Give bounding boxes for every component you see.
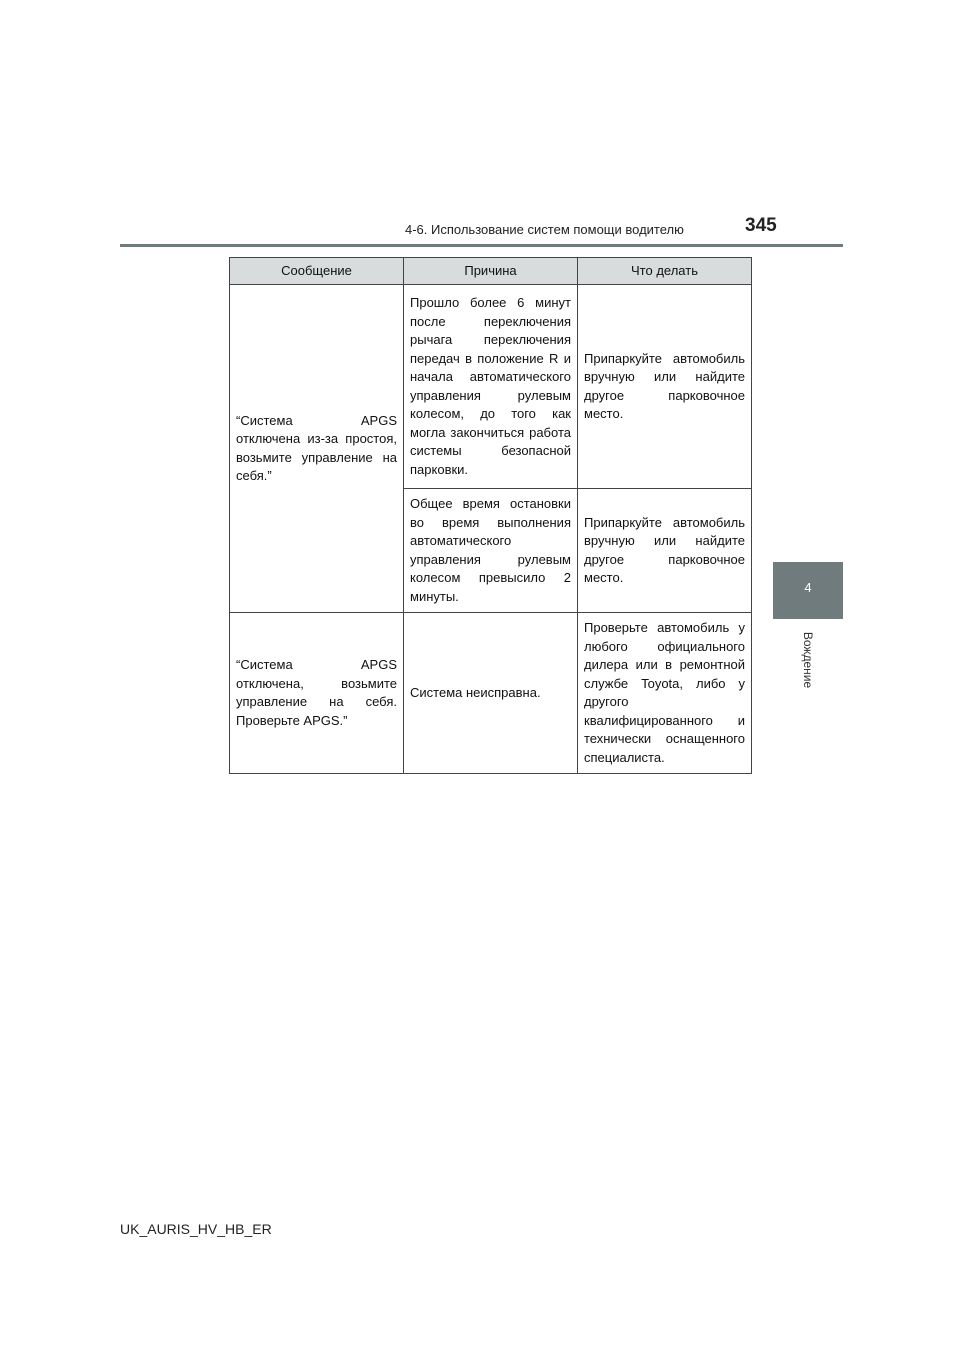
- chapter-label: Вождение: [801, 631, 815, 689]
- header-message: Сообщение: [230, 258, 404, 285]
- cause-cell: Прошло более 6 минут после переключения рычага переключения передач в положение R и начала автоматического управления рулевым колесом, до того как могла закончиться работа системы безопасной парковки.: [404, 285, 578, 489]
- message-cell: “Система APGS отключена, возьмите управление на себя. Проверьте APGS.”: [230, 613, 404, 774]
- table-row: [230, 285, 752, 489]
- action-cell: Припаркуйте автомобиль вручную или найдите другое парковочное место.: [578, 489, 752, 613]
- document-code: UK_AURIS_HV_HB_ER: [120, 1221, 272, 1237]
- header-action: Что делать: [578, 258, 752, 285]
- messages-table: [229, 257, 752, 774]
- header-divider: [120, 244, 843, 247]
- message-cell: “Система APGS отключена из-за простоя, возьмите управление на себя.”: [230, 285, 404, 613]
- table-row: [230, 613, 752, 774]
- section-title: 4-6. Использование систем помощи водителю: [405, 222, 684, 237]
- table-header-row: [230, 258, 752, 285]
- cause-cell: Общее время остановки во время выполнения автоматического управления рулевым колесом превысило 2 минуты.: [404, 489, 578, 613]
- header-cause: Причина: [404, 258, 578, 285]
- chapter-tab: [773, 562, 843, 619]
- action-cell: Проверьте автомобиль у любого официального дилера или в ремонтной службе Toyota, либо у другого квалифицированного и технически оснащенного специалиста.: [578, 613, 752, 774]
- page-number: 345: [745, 215, 777, 236]
- action-cell: Припаркуйте автомобиль вручную или найдите другое парковочное место.: [578, 285, 752, 489]
- chapter-number: 4: [804, 580, 812, 595]
- cause-cell: Система неисправна.: [404, 613, 578, 774]
